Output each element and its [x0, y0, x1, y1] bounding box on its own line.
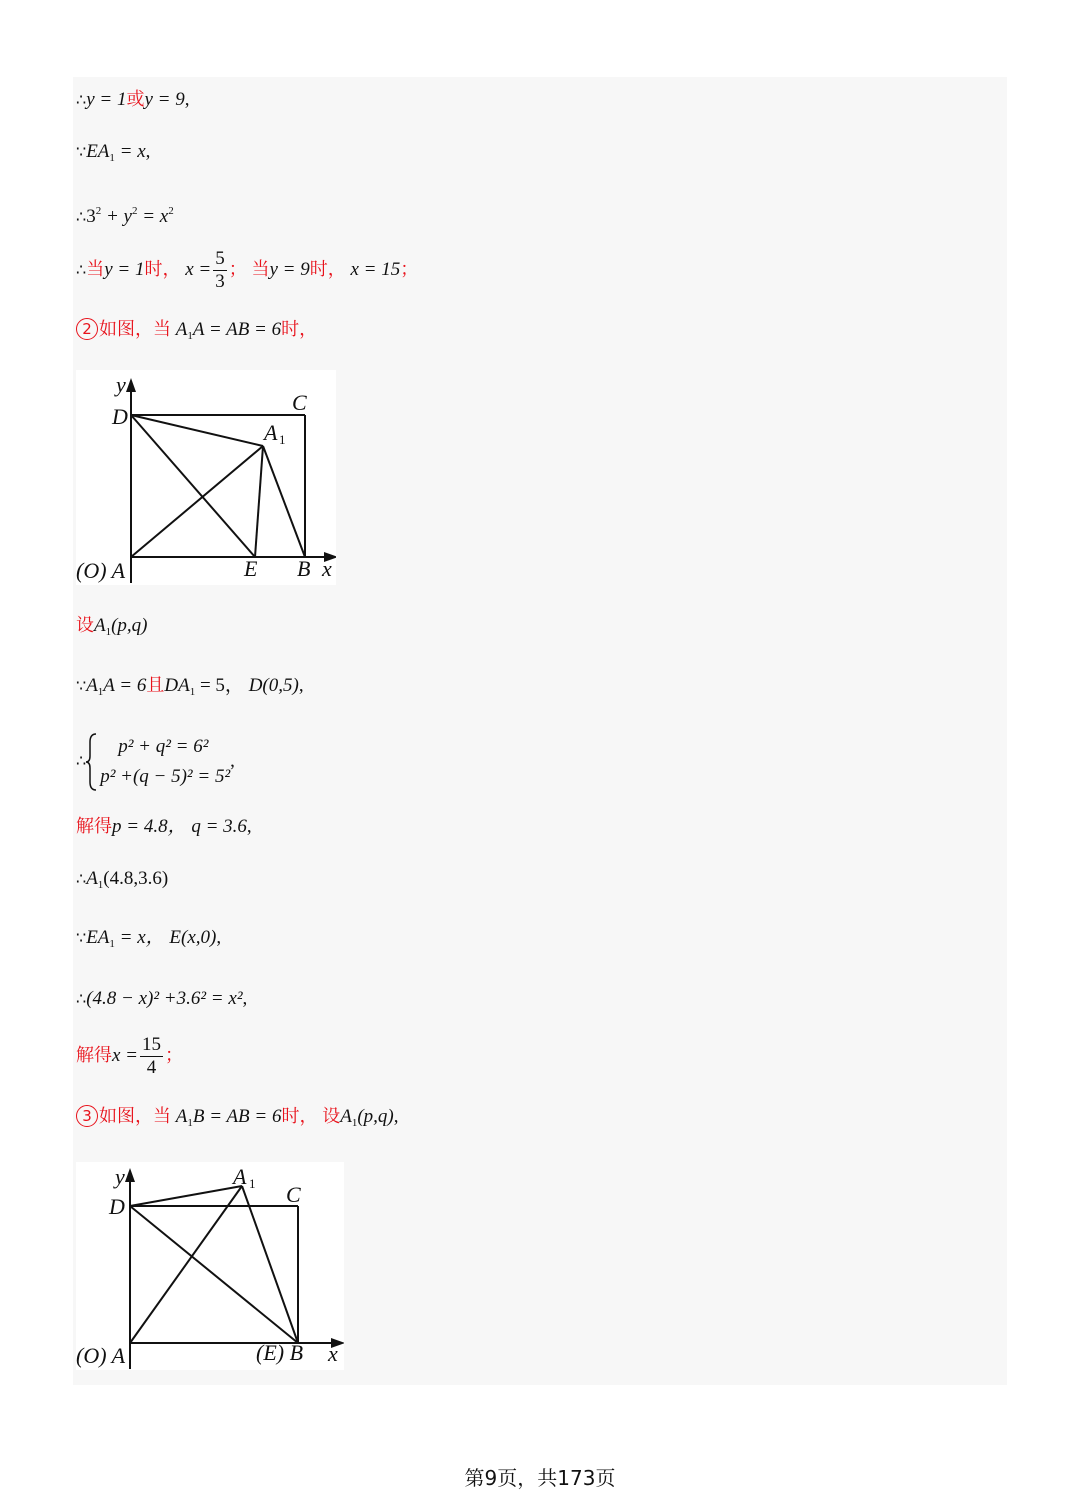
line-ea1-equals-x: $\because EA_1 = x$,	[76, 141, 151, 164]
label-y-axis: y	[116, 372, 126, 397]
label-b: B	[297, 556, 311, 581]
line-case-3-heading: 3 如图，当 $A_1B$ = AB = 6时， 设$A_1(p,q)$,	[76, 1105, 399, 1135]
line-case-results: ∴当y = 1时， x = $\frac{5}{3}$ ； 当y = 9时， x = 15；	[76, 248, 419, 292]
label-origin-a: (O) A	[76, 1343, 126, 1368]
line-pythagoras-1: $\therefore 3^2 + y^2 = x^2$	[76, 205, 174, 227]
label-a1-subscript: 1	[249, 1176, 256, 1191]
figure-case-3	[76, 1162, 344, 1370]
label-d: D	[112, 404, 128, 429]
line-y-values: ∴y = 1或y = 9,	[76, 89, 190, 110]
line-given-distances: $\because A_1A = 6$且$DA_1 = 5$， D(0,5),	[76, 675, 304, 698]
line-case-2-heading: 2 如图，当 $A_1A$ = AB = 6时，	[76, 318, 317, 348]
figure-case-2	[76, 370, 336, 585]
label-e-b: (E) B	[256, 1340, 304, 1365]
line-pythagoras-2: ∴(4.8 − x)² +3.6² = x²,	[76, 988, 248, 1009]
line-set-a1: 设$A_1(p,q)$	[76, 615, 148, 638]
label-a1: A	[264, 420, 278, 445]
label-y-axis: y	[115, 1164, 125, 1189]
label-a1-subscript: 1	[279, 432, 286, 447]
line-ea1-and-e: $\because EA_1 = x$， E(x,0),	[76, 927, 222, 950]
label-a1: A	[233, 1164, 247, 1189]
equation-system: p² + q² = 6² p² +(q − 5)² = 5²	[86, 732, 230, 792]
fraction-15-4: $\frac{15}{4}$	[142, 1034, 162, 1078]
label-c: C	[292, 390, 307, 415]
label-x-axis: x	[322, 556, 332, 581]
page-footer: 第9页，共173页	[464, 1466, 616, 1490]
label-origin-a: (O) A	[76, 558, 126, 583]
circled-number-3: 3	[76, 1105, 98, 1127]
label-e: E	[244, 556, 258, 581]
line-solve-pq: 解得p = 4.8， q = 3.6,	[76, 816, 252, 837]
label-c: C	[286, 1182, 301, 1207]
label-d: D	[109, 1194, 125, 1219]
line-equation-system: ∴ p² + q² = 6² p² +(q − 5)² = 5² ,	[76, 732, 235, 792]
label-x-axis: x	[328, 1341, 338, 1366]
fraction-5-3: $\frac{5}{3}$	[215, 248, 225, 292]
circled-number-2: 2	[76, 318, 98, 340]
line-a1-coordinates: $\therefore A_1(4.8,3.6)$	[76, 868, 169, 891]
line-solve-x: 解得x = $\frac{15}{4}$ ；	[76, 1034, 184, 1078]
